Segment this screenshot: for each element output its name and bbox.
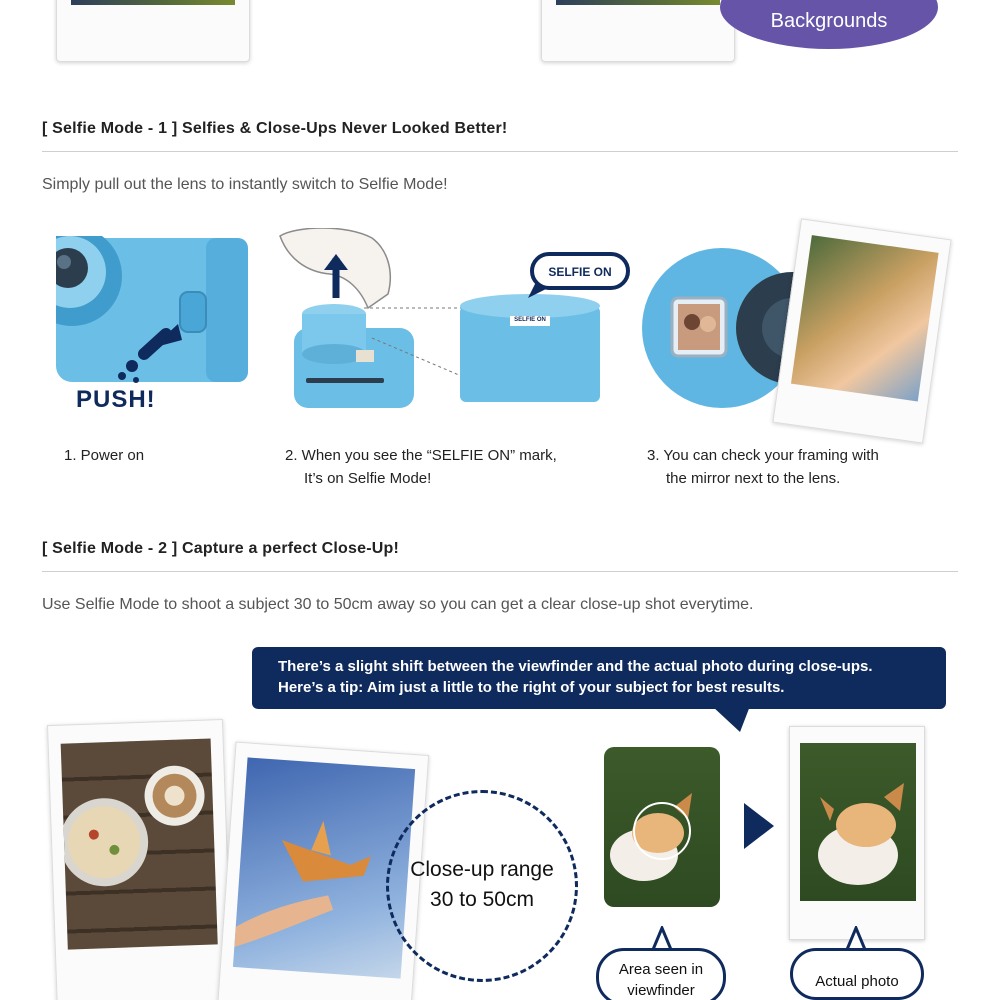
viewfinder-photo	[604, 747, 720, 907]
viewfinder-line-2: viewfinder	[627, 982, 695, 999]
lens-pull-icon	[276, 228, 632, 418]
backgrounds-badge: Backgrounds	[720, 0, 938, 49]
top-print-right	[541, 0, 735, 62]
push-label: PUSH!	[76, 386, 156, 413]
top-print-left	[56, 0, 250, 62]
step-2-caption	[285, 444, 557, 490]
compare-arrow	[744, 803, 774, 854]
selfie-on-badge: SELFIE ON	[548, 265, 612, 279]
step-2-line1: 2. When you see the “SELFIE ON” mark,	[285, 447, 557, 464]
section2-lead: Use Selfie Mode to shoot a subject 30 to 50cm away so you can get a clear close-up shot everytime.	[42, 596, 754, 613]
tip-line-1: There’s a slight shift between the viewfinder and the actual photo during close-ups.	[278, 658, 873, 675]
step-3-line1: 3. You can check your framing with	[647, 447, 879, 464]
actual-photo-print-photo	[800, 743, 916, 901]
range-line-2: 30 to 50cm	[430, 888, 534, 911]
close-up-range-circle	[386, 790, 578, 982]
food-print-photo	[61, 738, 218, 949]
selfie-print-photo	[791, 235, 939, 401]
step-3-line2: the mirror next to the lens.	[666, 470, 841, 487]
top-print-left-photo	[71, 0, 235, 5]
tip-line-2: Here’s a tip: Aim just a little to the right of your subject for best results.	[278, 679, 785, 696]
actual-photo-label: Actual photo	[815, 973, 899, 990]
pizza-coffee-icon	[61, 738, 218, 949]
close-up-tip-box	[252, 647, 946, 709]
actual-photo-print	[789, 726, 925, 940]
step-3-caption	[647, 444, 879, 490]
power-on-illustration	[56, 236, 250, 416]
range-line-1: Close-up range	[410, 858, 554, 881]
arrow-right-icon	[744, 803, 774, 849]
step-2-line2: It’s on Selfie Mode!	[304, 470, 432, 487]
section2-divider	[42, 571, 958, 572]
step-1-line1: 1. Power on	[64, 447, 145, 464]
tip-box-pointer	[712, 706, 750, 732]
section2-title: [ Selfie Mode - 2 ] Capture a perfect Close-Up!	[42, 540, 400, 557]
dog-actual-icon	[800, 743, 916, 901]
food-print	[47, 719, 233, 1000]
lens-selfie-on-mark: SELFIE ON	[514, 317, 546, 323]
top-print-right-photo	[556, 0, 720, 5]
section1-title: [ Selfie Mode - 1 ] Selfies & Close-Ups Never Looked Better!	[42, 120, 508, 137]
viewfinder-bubble	[596, 948, 726, 1000]
selfie-print	[772, 218, 951, 443]
pull-lens-illustration	[276, 228, 632, 418]
step-1-caption	[64, 444, 144, 467]
viewfinder-line-1: Area seen in	[618, 961, 704, 978]
dog-viewfinder-icon	[604, 747, 720, 907]
section1-divider	[42, 151, 958, 152]
actual-photo-bubble	[790, 948, 924, 1000]
section1-lead: Simply pull out the lens to instantly switch to Selfie Mode!	[42, 176, 448, 193]
